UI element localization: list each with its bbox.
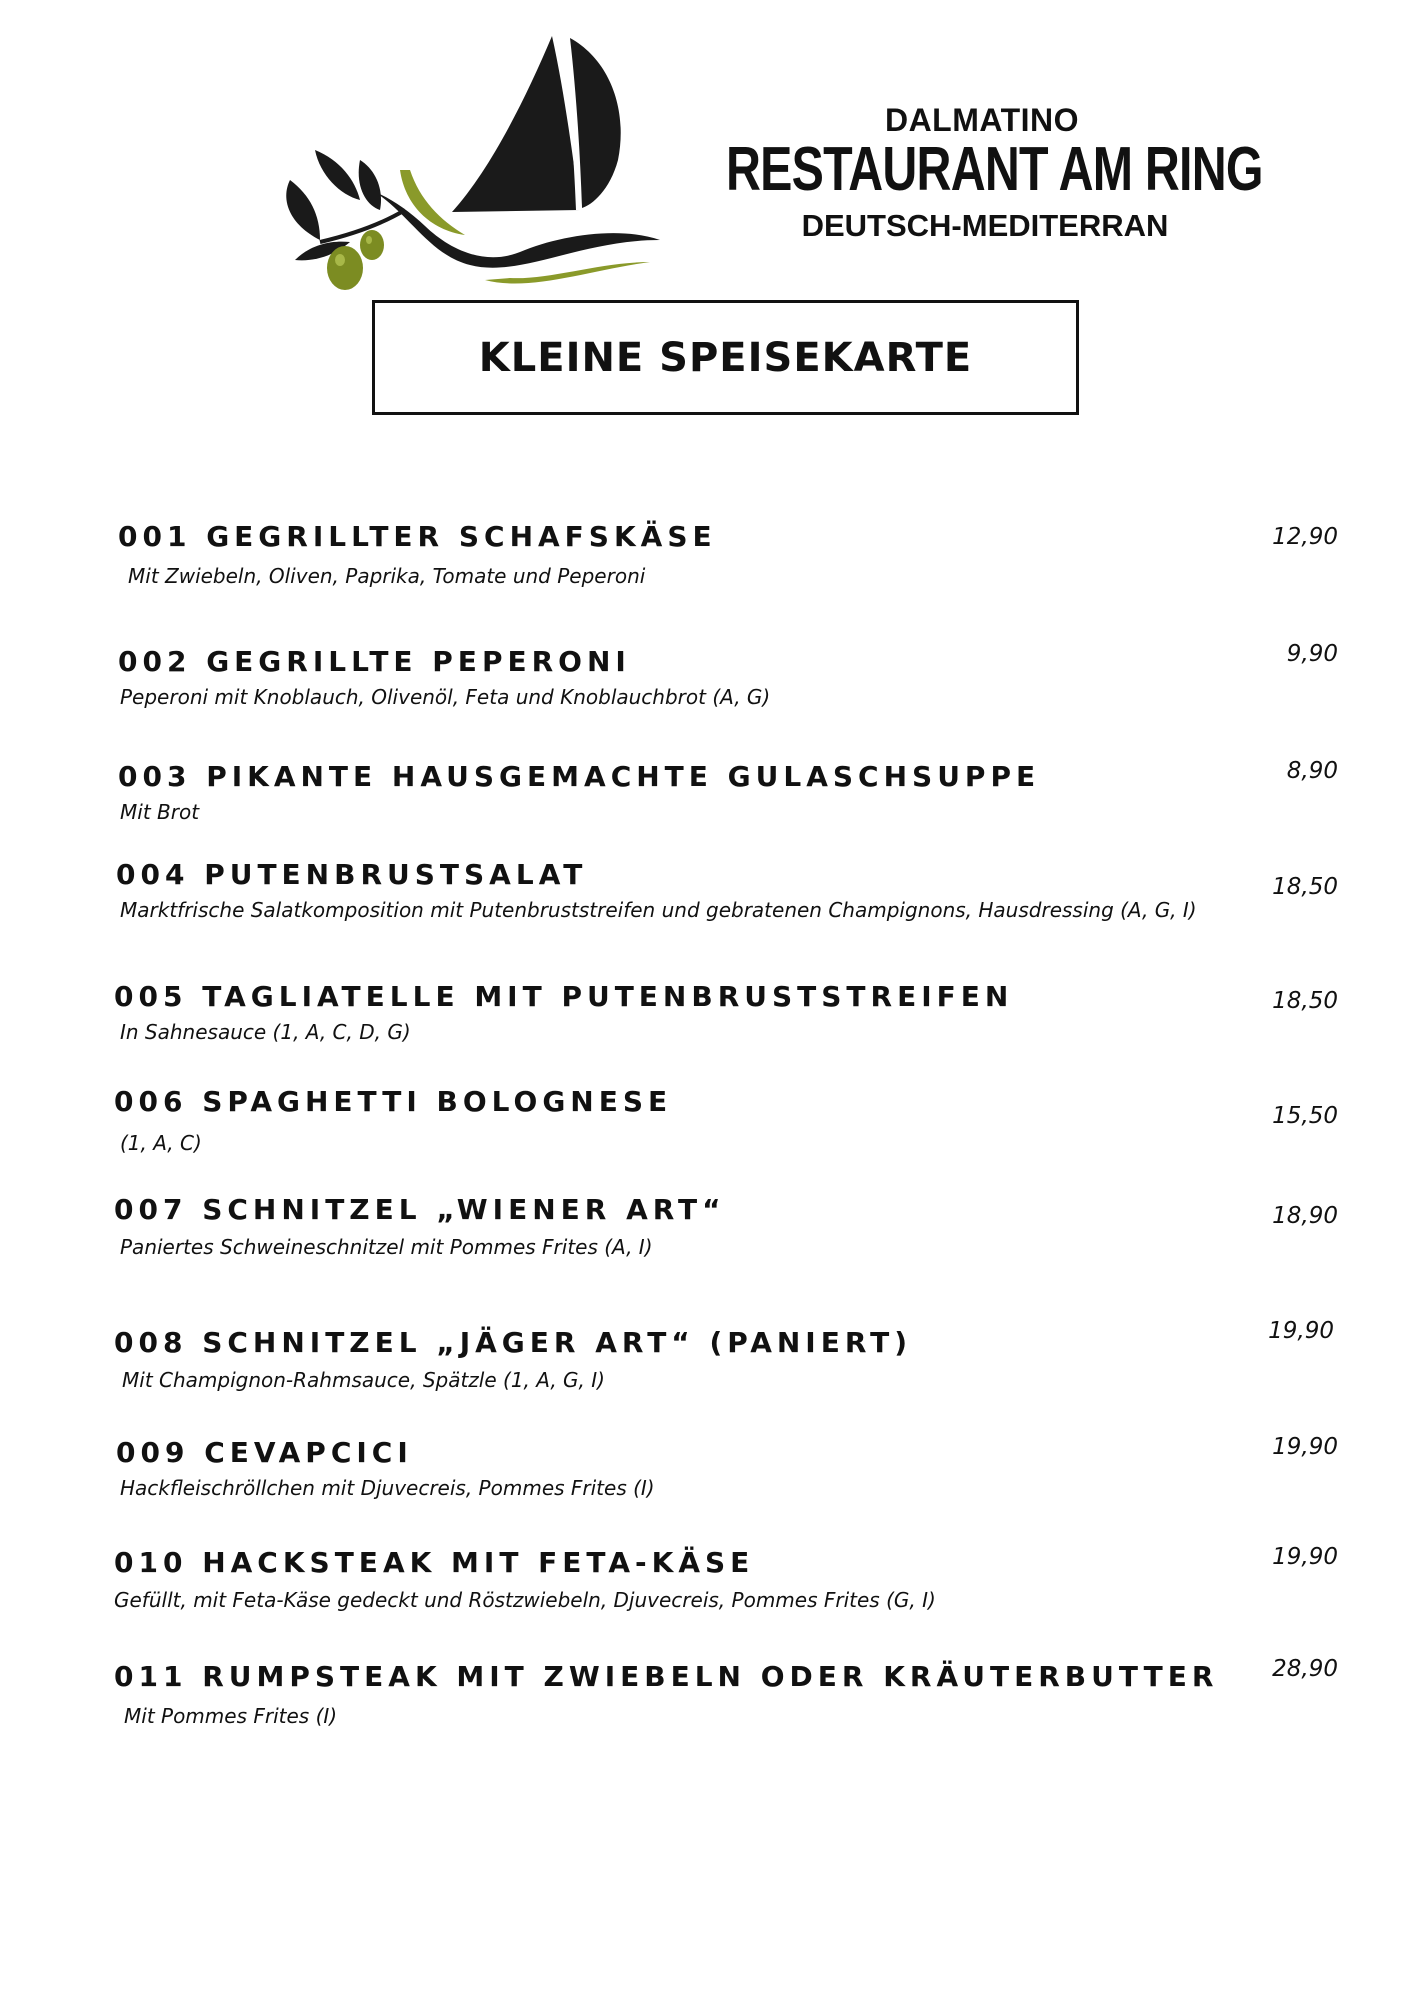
item-price: 18,90 xyxy=(1272,1203,1338,1229)
brand-sub: DEUTSCH-MEDITERRAN xyxy=(801,208,1169,243)
restaurant-logo xyxy=(280,30,1263,300)
item-price: 12,90 xyxy=(1272,524,1338,550)
item-price: 19,90 xyxy=(1272,1434,1338,1460)
item-name: 010 HACKSTEAK MIT FETA-KÄSE xyxy=(114,1546,755,1579)
item-desc: Mit Champignon-Rahmsauce, Spätzle (1, A, G, I) xyxy=(122,1368,605,1392)
item-price: 19,90 xyxy=(1272,1544,1338,1570)
item-desc: In Sahnesauce (1, A, C, D, G) xyxy=(120,1020,411,1044)
brand-top: DALMATINO xyxy=(884,102,1080,138)
menu-title-box xyxy=(372,300,1079,415)
menu-title: KLEINE SPEISEKARTE xyxy=(478,334,973,381)
item-price: 18,50 xyxy=(1272,874,1338,900)
item-desc: Mit Zwiebeln, Oliven, Paprika, Tomate und Peperoni xyxy=(128,564,646,588)
item-desc: Mit Brot xyxy=(120,800,200,824)
item-name: 006 SPAGHETTI BOLOGNESE xyxy=(114,1085,673,1118)
sailboat-olive-icon xyxy=(280,30,700,300)
item-name: 011 RUMPSTEAK MIT ZWIEBELN ODER KRÄUTERBUTTER xyxy=(114,1660,1219,1693)
item-desc: Peperoni mit Knoblauch, Olivenöl, Feta und Knoblauchbrot (A, G) xyxy=(120,685,771,709)
item-name: 008 SCHNITZEL „JÄGER ART“ (PANIERT) xyxy=(114,1326,913,1359)
item-desc: Gefüllt, mit Feta-Käse gedeckt und Röstzwiebeln, Djuvecreis, Pommes Frites (G, I) xyxy=(114,1588,936,1612)
item-price: 28,90 xyxy=(1272,1656,1338,1682)
item-name: 004 PUTENBRUSTSALAT xyxy=(116,858,588,891)
item-name: 002 GEGRILLTE PEPERONI xyxy=(118,645,631,678)
item-desc: (1, A, C) xyxy=(120,1131,202,1155)
item-price: 9,90 xyxy=(1286,641,1338,667)
item-name: 001 GEGRILLTER SCHAFSKÄSE xyxy=(118,520,717,553)
item-name: 003 PIKANTE HAUSGEMACHTE GULASCHSUPPE xyxy=(118,760,1041,793)
item-name: 009 CEVAPCICI xyxy=(116,1436,413,1469)
item-desc: Mit Pommes Frites (I) xyxy=(124,1704,338,1728)
item-price: 8,90 xyxy=(1286,758,1338,784)
item-price: 15,50 xyxy=(1272,1103,1338,1129)
item-price: 19,90 xyxy=(1268,1318,1334,1344)
item-name: 007 SCHNITZEL „WIENER ART“ xyxy=(114,1193,726,1226)
item-desc: Marktfrische Salatkomposition mit Putenbruststreifen und gebratenen Champignons, Hausdressing (A, G, I) xyxy=(120,898,1197,922)
item-price: 18,50 xyxy=(1272,988,1338,1014)
brand-main: RESTAURANT AM RING xyxy=(726,135,1263,204)
item-desc: Paniertes Schweineschnitzel mit Pommes Frites (A, I) xyxy=(120,1235,653,1259)
item-desc: Hackfleischröllchen mit Djuvecreis, Pommes Frites (I) xyxy=(120,1476,655,1500)
item-name: 005 TAGLIATELLE MIT PUTENBRUSTSTREIFEN xyxy=(114,980,1014,1013)
